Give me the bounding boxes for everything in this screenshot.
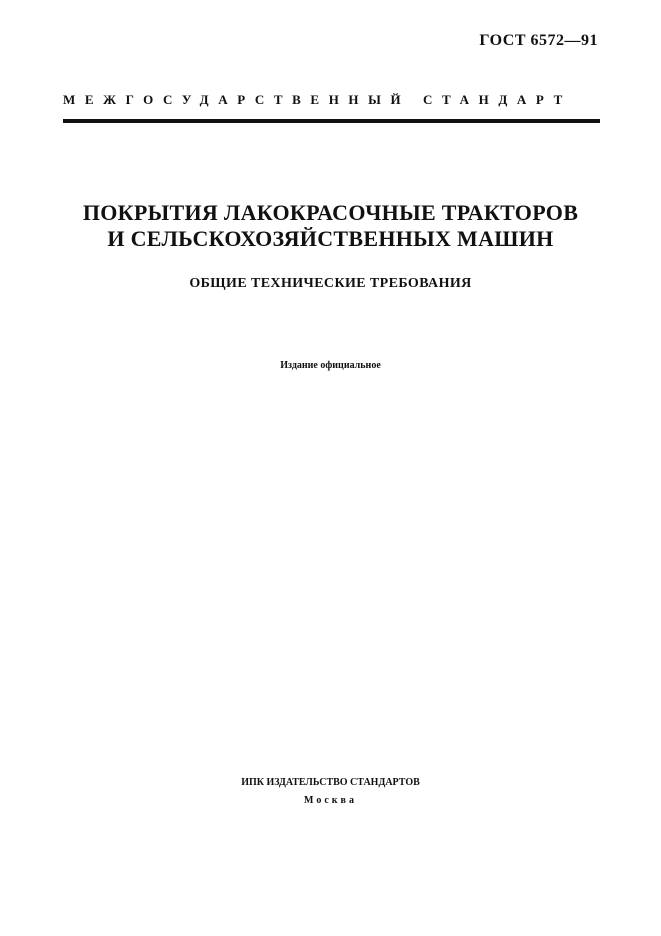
standard-type-heading: МЕЖГОСУДАРСТВЕННЫЙ СТАНДАРТ bbox=[63, 92, 572, 107]
document-title bbox=[0, 200, 661, 252]
title-line-1: ПОКРЫТИЯ ЛАКОКРАСОЧНЫЕ ТРАКТОРОВ bbox=[82, 200, 579, 225]
document-code: ГОСТ 6572—91 bbox=[479, 32, 598, 49]
publisher-name: ИПК ИЗДАТЕЛЬСТВО СТАНДАРТОВ bbox=[241, 777, 420, 788]
header-divider bbox=[63, 119, 600, 123]
title-line-2: И СЕЛЬСКОХОЗЯЙСТВЕННЫХ МАШИН bbox=[107, 226, 554, 251]
edition-note: Издание официальное bbox=[280, 360, 381, 371]
publisher-city: Москва bbox=[304, 795, 357, 806]
document-subtitle: ОБЩИЕ ТЕХНИЧЕСКИЕ ТРЕБОВАНИЯ bbox=[189, 276, 472, 291]
